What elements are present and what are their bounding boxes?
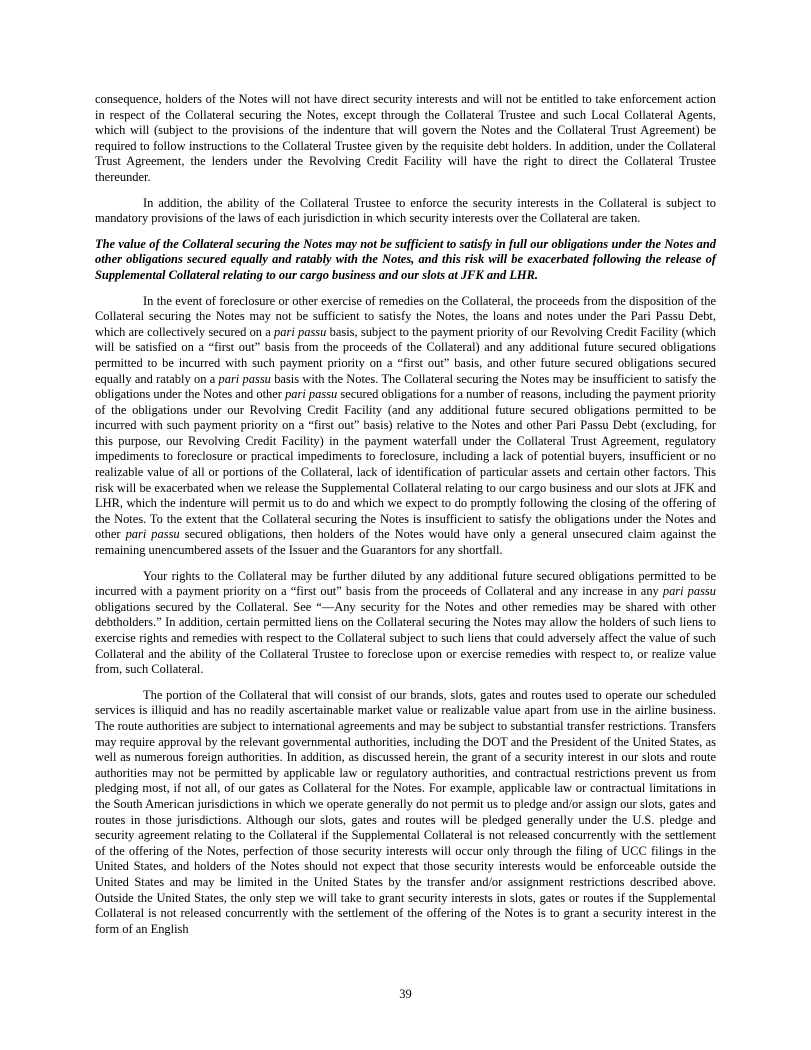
paragraph-illiquid-collateral: The portion of the Collateral that will consist of our brands, slots, gates and routes used to operate our scheduled services is illiquid and has no readily ascertainable market value or realizable value apart from use in the airline business. The route authorities are subject to international agreements and may be subject to substantial transfer restrictions. Transfers may require approval by the relevant governmental authorities, including the DOT and the President of the United States, as well as numerous foreign authorities. In addition, as discussed herein, the grant of a security interest in our slots and route authorities may not be permitted by applicable law or regulatory authorities, and contractual restrictions prevent us from pledging most, if not all, of our gates as Collateral for the Notes. For example, applicable law or contractual limitations in the South American jurisdictions in which we operate generally do not permit us to pledge and/or assign our slots, gates and routes in those jurisdictions. Although our slots, gates and routes will be pledged generally under the U.S. pledge and security agreement relating to the Collateral if the Supplemental Collateral is not released concurrently with the settlement of the offering of the Notes, perfection of those security interests will occur only through the filing of UCC filings in the United States, and holders of the Notes should not expect that those security interests would be enforceable outside the United States and may be limited in the United States by the transfer and/or assignment restrictions described above. Outside the United States, the only step we will take to grant security interests in slots, gates or routes if the Supplemental Collateral is not released concurrently with the settlement of the offering of the Notes is to grant a security interest in the form of an English: [95, 687, 716, 936]
document-body: [95, 92, 716, 947]
paragraph-enforcement: In addition, the ability of the Collateral Trustee to enforce the security interests in the Collateral is subject to mandatory provisions of the laws of each jurisdiction in which security interests over the Collateral are taken.: [95, 195, 716, 226]
risk-factor-heading: The value of the Collateral securing the Notes may not be sufficient to satisfy in full our obligations under the Notes and other obligations secured equally and ratably with the Notes, and this risk will be exacerbated following the release of Supplemental Collateral relating to our cargo business and our slots at JFK and LHR.: [95, 236, 716, 282]
paragraph-dilution: Your rights to the Collateral may be further diluted by any additional future secured obligations permitted to be incurred with a payment priority on a “first out” basis from the proceeds of Collateral and any increase in any pari passu obligations secured by the Collateral. See “—Any security for the Notes and other remedies may be shared with other debtholders.” In addition, certain permitted liens on the Collateral securing the Notes may allow the holders of such liens to exercise rights and remedies with respect to the Collateral subject to such liens that could adversely affect the value of such Collateral and the ability of the Collateral Trustee to foreclose upon or exercise remedies with respect to, or realize value from, such Collateral.: [95, 568, 716, 677]
paragraph-foreclosure: In the event of foreclosure or other exercise of remedies on the Collateral, the proceeds from the disposition of the Collateral securing the Notes may not be sufficient to satisfy the Notes, the loans and notes under the Pari Passu Debt, which are collectively secured on a pari passu basis, subject to the payment priority of our Revolving Credit Facility (which will be satisfied on a “first out” basis from the proceeds of the Collateral) and any additional future secured obligations permitted to be incurred with such payment priority on a “first out” basis, and other future secured obligations secured equally and ratably on a pari passu basis with the Notes. The Collateral securing the Notes may be insufficient to satisfy the obligations under the Notes and other pari passu secured obligations for a number of reasons, including the payment priority of the obligations under our Revolving Credit Facility (and any additional future secured obligations permitted to be incurred with such payment priority on a “first out” basis) relative to the Notes and other Pari Passu Debt (excluding, for this purpose, our Revolving Credit Facility) in the payment waterfall under the Collateral Trust Agreement, regulatory impediments to foreclosure or practical impediments to foreclosure, including a lack of potential buyers, insufficient or no realizable value of all or portions of the Collateral, lack of identification of particular assets and certain other factors. This risk will be exacerbated when we release the Supplemental Collateral relating to our cargo business and our slots at JFK and LHR, which the indenture will permit us to do and which we expect to do promptly following the closing of the offering of the Notes. To the extent that the Collateral securing the Notes is insufficient to satisfy the obligations under the Notes and other pari passu secured obligations, then holders of the Notes would have only a general unsecured claim against the remaining unencumbered assets of the Issuer and the Guarantors for any shortfall.: [95, 293, 717, 558]
paragraph-continuation: consequence, holders of the Notes will not have direct security interests and will not be entitled to take enforcement action in respect of the Collateral securing the Notes, except through the Collateral Trustee and such Local Collateral Agents, which will (subject to the provisions of the indenture that will govern the Notes and the Collateral Trust Agreement) be required to follow instructions to the Collateral Trustee given by the requisite debt holders. In addition, under the Collateral Trust Agreement, the lenders under the Revolving Credit Facility will have the right to direct the Collateral Trustee thereunder.: [95, 92, 716, 184]
page-number: 39: [399, 987, 412, 1001]
